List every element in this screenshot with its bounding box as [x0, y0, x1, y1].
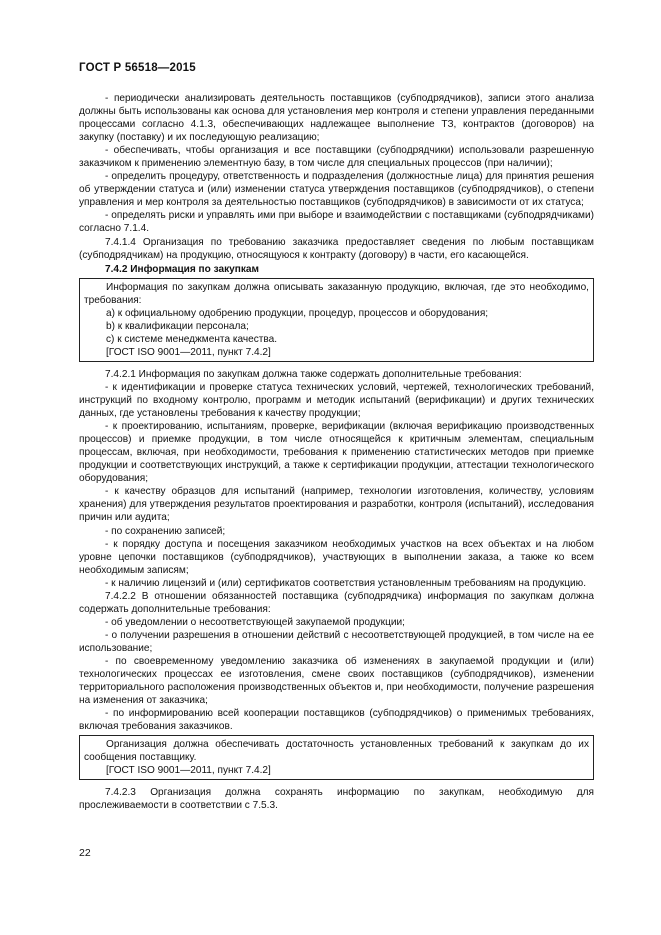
paragraph: 7.4.2.3 Организация должна сохранять информацию по закупкам, необходимую для прослеживаемости в соответствии с 7.5.3.: [79, 787, 594, 812]
paragraph: - к идентификации и проверке статуса технических условий, чертежей, технологических требований, инструкций по входному контролю, программ и методик испытаний (верификации) и других технических данных, где установлены требования к качеству продукции;: [79, 381, 594, 420]
box-list-item: а) к официальному одобрению продукции, процедур, процессов и оборудования;: [106, 307, 489, 319]
paragraph: - к проектированию, испытаниям, проверке, верификации (включая верификацию производственных процессов) и приемке продукции, в том числе относящейся к критичным элементам, специальным процессам, включая, при необходимости, требования к применению статистических методов при приемке продукции и соответствующих инструкций, а также к сертификации продукции, аттестации технологического оборудования;: [79, 421, 594, 485]
paragraph: - к порядку доступа и посещения заказчиком необходимых участков на всех объектах и на любом уровне цепочки поставщиков (субподрядчиков), участвующих в выполнении заказа, а также ко всем необходимым записям;: [79, 538, 594, 576]
paragraph: 7.4.2.1 Информация по закупкам должна также содержать дополнительные требования:: [105, 368, 522, 380]
page-body: [79, 92, 594, 812]
quoted-standard-box: [79, 278, 594, 362]
paragraph: - по своевременному уведомлению заказчика об изменениях в закупаемой продукции и (или) технологических процессах ее изготовления, смене своих поставщиков (субподрядчиков), изменении территориального расположения производственных объектов и, при необходимости, получение разрешения на изменения от заказчика;: [79, 655, 594, 707]
paragraph: - определять риски и управлять ими при выборе и взаимодействии с поставщиками (субподрядчиками) согласно 7.1.4.: [79, 210, 594, 235]
paragraph: - к качеству образцов для испытаний (например, технологии изготовления, количеству, условиям хранения) для утверждения результатов проектирования и разработки, контроля (испытаний), исследования причин или аудита;: [79, 486, 594, 524]
section-heading: 7.4.2 Информация по закупкам: [105, 263, 260, 275]
paragraph: - периодически анализировать деятельность поставщиков (субподрядчиков), записи этого анализа должны быть использованы как основа для установления мер контроля и степени управления переданными процессами согласно 4.1.3, обеспечивающих надлежащее выполнение ТЗ, контрактов (договоров) на закупку (поставку) и их последующую реализацию;: [79, 93, 594, 144]
paragraph: - о получении разрешения в отношении действий с несоответствующей продукцией, в том числе на ее использование;: [79, 629, 594, 654]
box-intro: Информация по закупкам должна описывать заказанную продукцию, включая, где это необходимо, требования:: [84, 281, 589, 306]
box-reference: [ГОСТ ISO 9001—2011, пункт 7.4.2]: [106, 346, 271, 358]
box-list-item: с) к системе менеджмента качества.: [106, 333, 278, 345]
box-reference: [ГОСТ ISO 9001—2011, пункт 7.4.2]: [106, 765, 271, 777]
paragraph: - обеспечивать, чтобы организация и все поставщики (субподрядчики) использовали разрешенную заказчиком к применению элементную базу, в том числе для специальных процессов (при наличии);: [79, 145, 594, 170]
paragraph: - об уведомлении о несоответствующей закупаемой продукции;: [105, 616, 405, 628]
paragraph: - по информированию всей кооперации поставщиков (субподрядчиков) о применимых требованиях, включая требования заказчиков.: [79, 708, 594, 733]
paragraph: 7.4.1.4 Организация по требованию заказчика предоставляет сведения по любым поставщикам (субподрядчикам) на продукцию, относящуюся к контракту (договору) в части, его касающейся.: [79, 236, 594, 261]
quoted-standard-box: [79, 735, 594, 780]
paragraph: - к наличию лицензий и (или) сертификатов соответствия установленным требованиям на продукцию.: [105, 577, 587, 589]
paragraph: 7.4.2.2 В отношении обязанностей поставщика (субподрядчика) информация по закупкам должна содержать дополнительные требования:: [79, 590, 594, 615]
box-list-item: b) к квалификации персонала;: [106, 320, 249, 332]
paragraph: - определить процедуру, ответственность и подразделения (должностные лица) для принятия решения об утверждении статуса и (или) изменении статуса утверждения поставщиков (субподрядчиков), о степени управления и мер контроля за деятельностью поставщиков (субподрядчиков) в зависимости от их статуса;: [79, 171, 594, 209]
page-number: 22: [79, 847, 91, 859]
page-header-standard-title: ГОСТ Р 56518—2015: [79, 62, 196, 74]
box-text: Организация должна обеспечивать достаточность установленных требований к закупкам до их сообщения поставщику.: [84, 739, 589, 764]
paragraph: - по сохранению записей;: [105, 525, 226, 537]
